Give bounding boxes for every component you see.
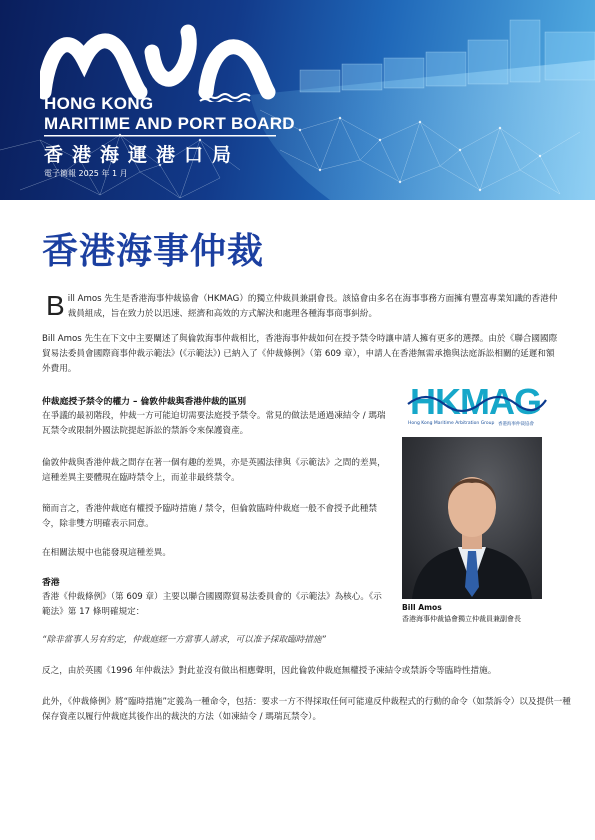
hkmag-logo-text: HKMAG xyxy=(410,381,541,422)
hkmag-caption-en: Hong Kong Maritime Arbitration Group xyxy=(408,421,495,426)
photo-caption-name: Bill Amos xyxy=(402,603,442,612)
section-heading-injunction-powers: 仲裁庭授予禁令的權力 – 倫敦仲裁與香港仲裁的區別 xyxy=(42,397,247,407)
drop-cap: B xyxy=(46,290,65,321)
divider-line xyxy=(44,135,276,138)
photo-caption-role: 香港海事仲裁協會獨立仲裁員兼副會長 xyxy=(402,615,521,623)
paragraph-interim-definition: 此外，《仲裁條例》將“臨時措施”定義為一種命令，包括：要求一方不得採取任何可能違反仲裁程式的行動的命令（如禁訴令）以及提供一種保存資產以履行仲裁庭其後作出的裁決的方法（如凍結令 / 瑪瑞瓦禁令）。 xyxy=(42,697,571,722)
paragraph-early-stage: 在爭議的最初階段，仲裁一方可能迫切需要法庭授予禁令。常見的做法是通過凍結令 / 瑪瑞瓦禁令或限制外國法院提起訴訟的禁訴令來保護資產。 xyxy=(42,411,386,436)
org-name-en-line1: HONG KONG xyxy=(44,94,154,113)
portrait-photo xyxy=(402,437,542,599)
intro-paragraph xyxy=(46,292,560,322)
paragraph-summary: 簡而言之，香港仲裁庭有權授予臨時措施 / 禁令，但倫敦臨時仲裁庭一般不會授予此種禁令，除非雙方明確表示同意。 xyxy=(42,504,377,529)
quote-article-17: “除非當事人另有約定，仲裁庭經一方當事人請求，可以准予採取臨時措施” xyxy=(42,635,326,645)
org-name-en-line2: MARITIME AND PORT BOARD xyxy=(44,114,295,133)
hkmag-caption-zh: 香港海事仲裁協會 xyxy=(498,422,534,427)
article-title: 香港海事仲裁 xyxy=(42,230,265,272)
paragraph-difference: 倫敦仲裁與香港仲裁之間存在著一個有趣的差異，亦是英國法律與《示範法》之間的差異，這種差異主要體現在臨時禁令上，而並非最終禁令。 xyxy=(42,458,386,483)
issue-date: 電子簡報 2025 年 1 月 xyxy=(44,169,128,178)
intro-text: ill Amos 先生是香港海事仲裁協會（HKMAG）的獨立仲裁員兼副會長。該協會由多名在海事事務方面擁有豐富專業知識的香港仲裁員組成，旨在致力於以迅速、經濟和高效的方式解決和處理各種海事商事糾紛。 xyxy=(67,294,558,319)
paragraph-uk-act: 反之，由於英國《1996 年仲裁法》對此並沒有做出相應聲明，因此倫敦仲裁庭無權授予凍結令或禁訴令等臨時性措施。 xyxy=(42,666,497,676)
paragraph-ordinance: 香港《仲裁條例》（第 609 章）主要以聯合國國際貿易法委員會的《示範法》為核心。《示範法》第 17 條明確規定： xyxy=(42,592,382,617)
paragraph-regulations: 在相關法規中也能發現這種差異。 xyxy=(42,548,171,558)
header-banner xyxy=(0,0,595,200)
paragraph-context: Bill Amos 先生在下文中主要闡述了與倫敦海事仲裁相比，香港海事仲裁如何在授予禁令時讓申請人擁有更多的選擇。由於《聯合國國際貿易法委員會國際商事仲裁示範法》(《示範法》) 已納入了《仲裁條例》（第 609 章），申請人在香港無需承擔與法庭訴訟相關的延遲和額外費用。 xyxy=(42,334,558,374)
mpb-logo-icon xyxy=(40,22,280,102)
person-portrait-icon xyxy=(402,437,542,599)
section-heading-hong-kong: 香港 xyxy=(42,578,60,588)
org-name-zh: 香港海運港口局 xyxy=(44,144,241,166)
